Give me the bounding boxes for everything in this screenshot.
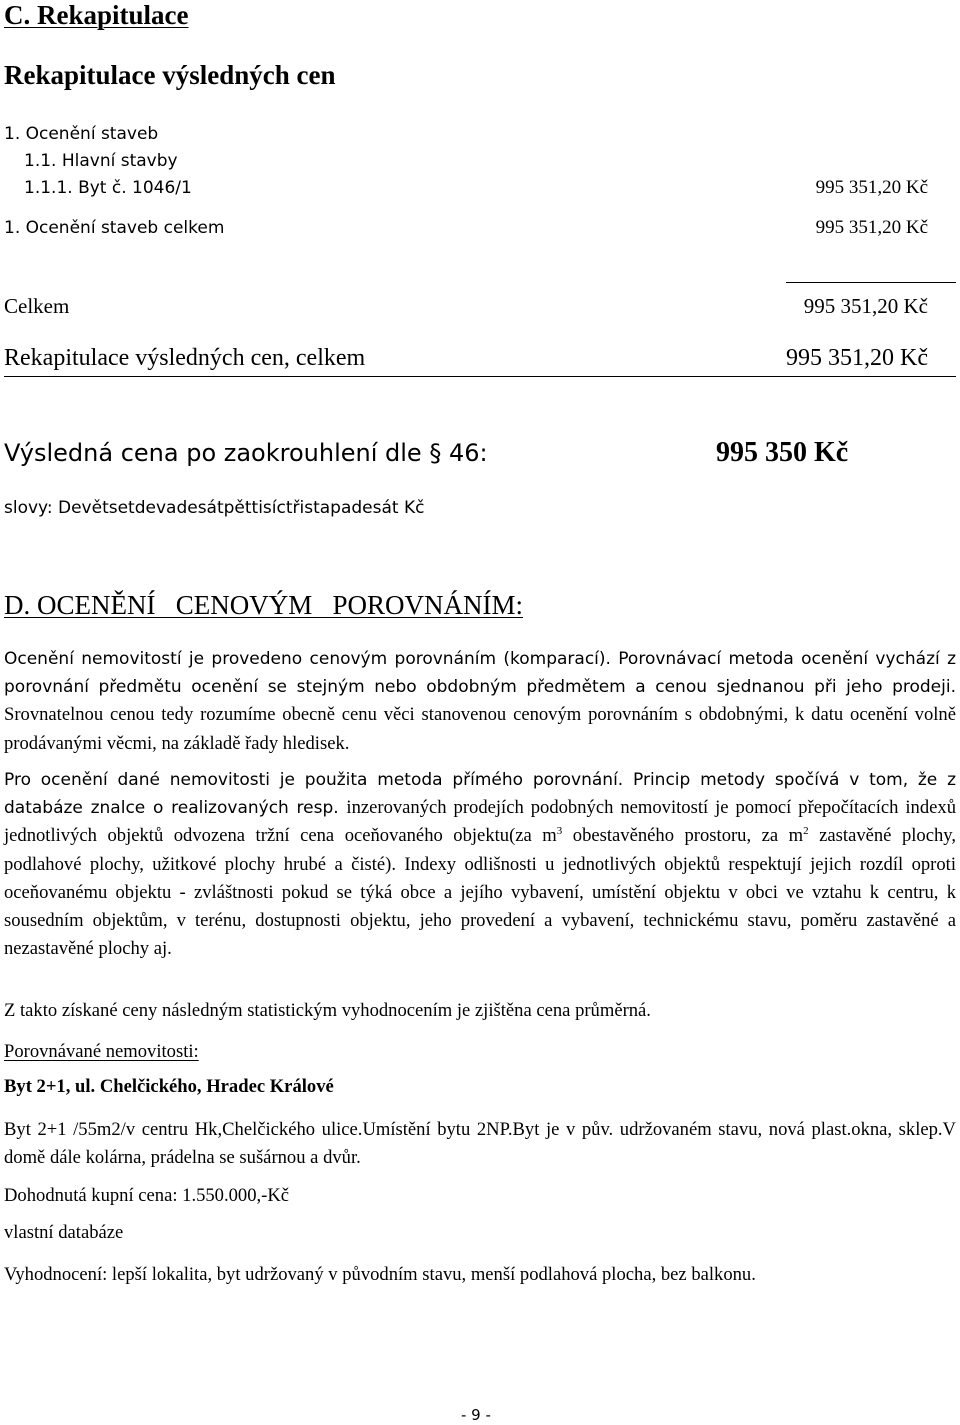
principle-text-serif [4,797,956,959]
evaluation: Vyhodnocení: lepší lokalita, byt udržovaný v původním stavu, menší podlahová plocha, bez balkonu. [4,1264,756,1285]
recap-total-label: Rekapitulace výsledných cen, celkem [4,345,366,371]
item-1-total-value: 995 351,20 Kč [815,217,928,238]
section-d-title: D. OCENĚNÍ CENOVÝM POROVNÁNÍM: [4,590,523,620]
item-1-1-1-label: 1.1.1. Byt č. 1046/1 [24,178,192,198]
principle-paragraph [4,766,956,963]
rounded-price-label: Výsledná cena po zaokrouhlení dle § 46: [4,439,488,467]
principle-text-sans: Pro ocenění dané nemovitosti je použita metoda přímého porovnání. Princip metody spočívá v tom, že z databáze znalce o realizovaných resp. [4,770,956,819]
square-superscript: 2 [803,825,809,838]
property-description: Byt 2+1 /55m2/v centru Hk,Chelčického ulice.Umístění bytu 2NP.Byt je v pův. udržovaném stavu, nová plast.okna, sklep.V domě dále kolárna, prádelna se sušárnou a dvůr. [4,1119,956,1169]
page-number: - 9 - [461,1406,491,1424]
principle-text-b: obestavěného prostoru, za m [572,825,804,847]
price-in-words: slovy: Devětsetdevadesátpěttisíctřistapadesát Kč [4,498,425,518]
item-1-1-1-value: 995 351,20 Kč [815,177,928,198]
principle-text-a: inzerovaných prodejích podobných nemovitostí je pomocí přepočítacích indexů jednotlivých objektů odvozena tržní cena oceňovaného objektu(za m [4,797,956,847]
property-title: Byt 2+1, ul. Chelčického, Hradec Králové [4,1076,334,1097]
method-paragraph [4,645,956,758]
average-price-note: Z takto získané ceny následným statistickým vyhodnocením je zjištěna cena průměrná. [4,1000,651,1021]
recap-underline [4,376,956,377]
section-c-title: C. Rekapitulace [4,0,189,30]
item-1-label: 1. Ocenění staveb [4,124,159,144]
method-text-sans: Ocenění nemovitostí je provedeno cenovým porovnáním (komparací). Porovnávací metoda ocenění vychází z porovnání předmětu ocenění se stejným nebo obdobným předmětem a cenou sjednanou při jeho prodeji. [4,649,956,698]
method-text-serif: Srovnatelnou cenou tedy rozumíme obecně cenu věci stanovenou cenovým porovnáním s obdobnými, k datu ocenění volně prodávanými věcmi, na základě řady hledisek. [4,704,956,754]
item-1-1-label: 1.1. Hlavní stavby [24,151,178,171]
recap-total-value: 995 351,20 Kč [786,345,928,371]
recap-subtitle: Rekapitulace výsledných cen [4,60,336,90]
compared-properties-heading: Porovnávané nemovitosti: [4,1041,199,1062]
sum-divider [786,282,956,283]
agreed-price: Dohodnutá kupní cena: 1.550.000,-Kč [4,1185,290,1206]
celkem-label: Celkem [4,294,70,318]
principle-text-c: zastavěné plochy, podlahové plochy, užitkové plochy hrubé a čisté). Indexy odlišnosti u jednotlivých objektů respektují jejich rozdíl oproti oceňovanému objektu - zvláštnosti pokud se týká obce a jejího vybavení, umístění objektu v obci ve vztahu k centru, k sousedním objektům, v terénu, dostupnosti objektu, jeho provedení a vybavení, technickému stavu, poměru zastavěné a nezastavěné plochy aj. [4,825,956,960]
cubic-superscript: 3 [556,825,563,838]
rounded-price-value: 995 350 Kč [716,437,849,468]
item-1-total-label: 1. Ocenění staveb celkem [4,218,225,238]
celkem-value: 995 351,20 Kč [803,294,928,318]
data-source: vlastní databáze [4,1222,124,1243]
